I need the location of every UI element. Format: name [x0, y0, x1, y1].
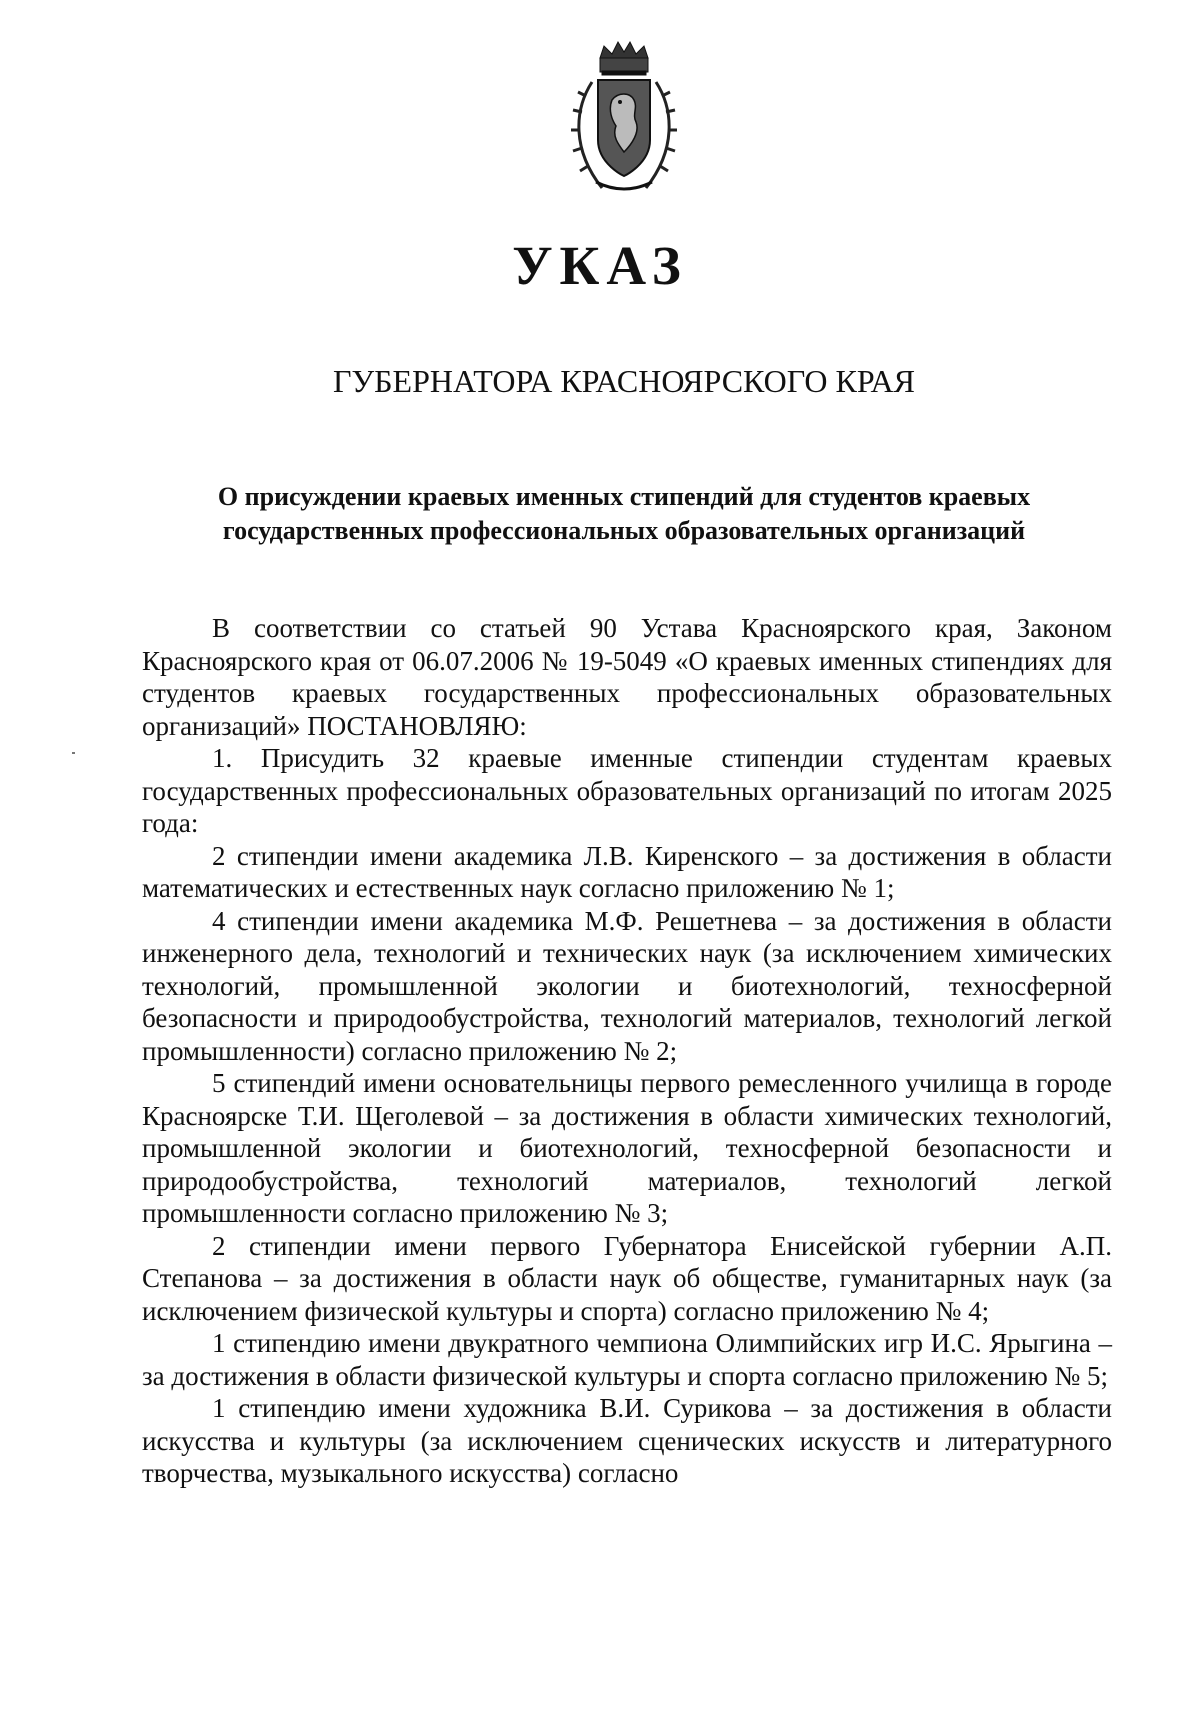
paragraph-yarygin-stipend: 1 стипендию имени двукратного чемпиона Олимпийских игр И.С. Ярыгина – за достижения в области физической культуры и спорта согласно приложению № 5; — [142, 1328, 1112, 1391]
paragraph-stepanov-stipend: 2 стипендии имени первого Губернатора Енисейской губернии А.П. Степанова – за достижения в области наук об обществе, гуманитарных наук (за исключением физической культуры и спорта) согласно приложению № 4; — [142, 1230, 1112, 1326]
paragraph-preamble: В соответствии со статьей 90 Устава Красноярского края, Законом Красноярского края от 06.07.2006 № 19-5049 «О краевых именных стипендиях для студентов краевых государственных профессиональных образовательных организаций» ПОСТАНОВЛЯЮ: — [142, 613, 1112, 741]
paragraph-kirensky-stipend: 2 стипендии имени академика Л.В. Киренского – за достижения в области математических и естественных наук согласно приложению № 1; — [142, 840, 1112, 903]
document-title: УКАЗ — [512, 235, 688, 296]
coat-of-arms-icon — [562, 40, 686, 198]
paragraph-reshetnev-stipend: 4 стипендии имени академика М.Ф. Решетнева – за достижения в области инженерного дела, технологий и технических наук (за исключением химических технологий, промышленной экологии и биотехнологий, техносферной безопасности и природообустройства, технологий материалов, технологий легкой промышленности) согласно приложению № 2; — [142, 905, 1112, 1066]
heading-line: государственных профессиональных образовательных организаций — [222, 516, 1026, 545]
paragraph-shchegoleva-stipend: 5 стипендий имени основательницы первого ремесленного училища в городе Красноярске Т.И. Щеголевой – за достижения в области химических технологий, промышленной экологии и биотехнологий, техносферной безопасности и природообустройства, технологий материалов, технологий легкой промышленности согласно приложению № 3; — [142, 1068, 1112, 1228]
scan-artifact — [72, 752, 75, 754]
paragraph-item-1: 1. Присудить 32 краевые именные стипендии студентам краевых государственных профессиональных образовательных организаций по итогам 2025 года: — [142, 743, 1112, 838]
heading-line: О присуждении краевых именных стипендий для студентов краевых — [217, 482, 1031, 511]
document-heading — [0, 480, 1200, 548]
paragraph-surikov-stipend: 1 стипендию имени художника В.И. Сурикова – за достижения в области искусства и культуры (за исключением сценических искусств и литературного творчества, музыкального искусства) согласно — [142, 1393, 1112, 1488]
document-body — [142, 612, 1112, 1490]
document-subtitle: ГУБЕРНАТОРА КРАСНОЯРСКОГО КРАЯ — [333, 363, 915, 399]
